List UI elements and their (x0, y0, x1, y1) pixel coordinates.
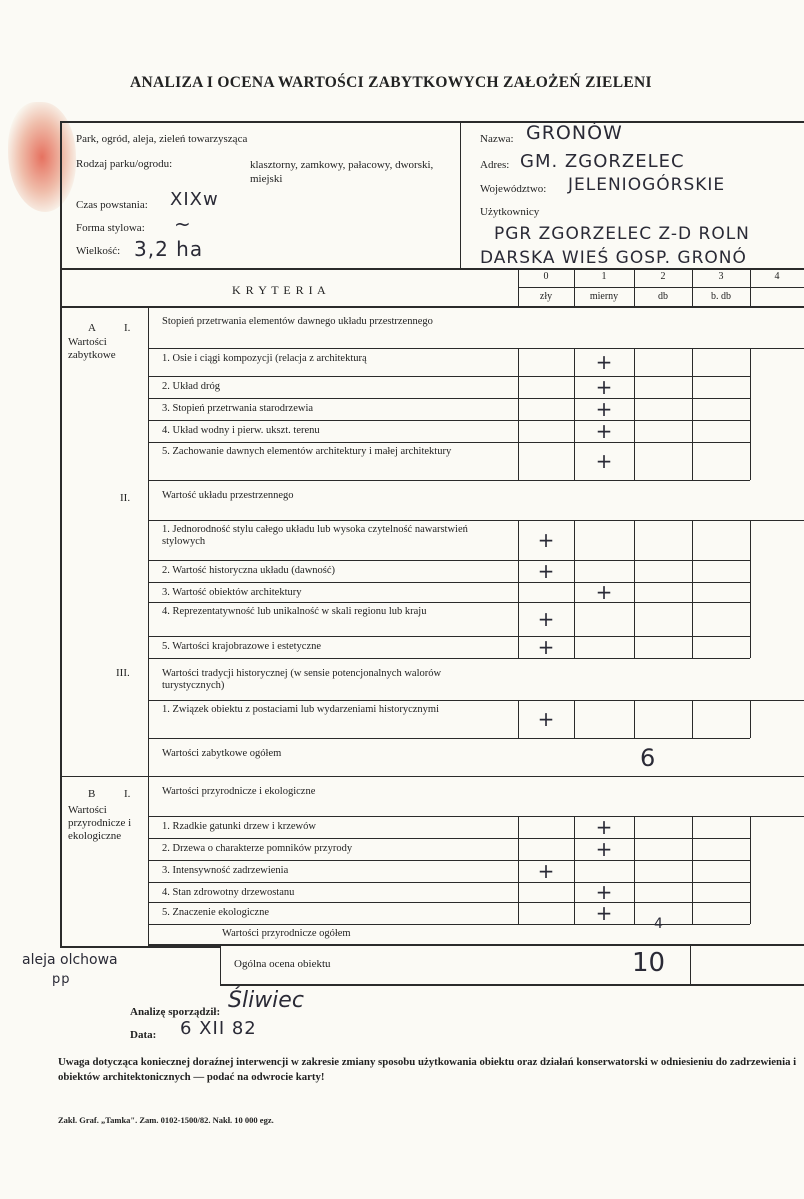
type-label: Park, ogród, aleja, zieleń towarzysząca (76, 133, 248, 145)
criterion-text: 1. Związek obiektu z postaciami lub wydarzeniami historycznymi (162, 704, 439, 715)
cell-divider (634, 636, 635, 658)
column-score: 1 (601, 271, 607, 282)
row-border (148, 420, 750, 421)
voivodeship-value: JELENIOGÓRSKIE (568, 175, 726, 195)
group-title: Wartość układu przestrzennego (162, 490, 294, 501)
cell-divider (518, 376, 519, 398)
cell-divider (634, 420, 635, 442)
criterion-text: 4. Reprezentatywność lub unikalność w skali regionu lub kraju (162, 606, 427, 617)
group-title: Wartości tradycji historycznej (w sensie potencjonalnych walorów turystycznych) (162, 668, 442, 691)
users-label: Użytkownicy (480, 206, 540, 218)
cell-divider (634, 442, 635, 480)
criterion-mark: + (537, 859, 555, 883)
overall-bottom (220, 984, 804, 986)
cell-divider (634, 838, 635, 860)
cell-divider (518, 420, 519, 442)
cell-divider (692, 560, 693, 582)
cell-divider (692, 442, 693, 480)
column-score: 2 (660, 271, 666, 282)
printer-info: Zakł. Graf. „Tamka". Zam. 0102-1500/82. Nakł. 10 000 egz. (58, 1115, 274, 1125)
stamp (8, 102, 76, 212)
overall-value: 10 (632, 948, 666, 978)
date-label: Data: (130, 1029, 157, 1041)
criterion-mark: + (595, 580, 613, 604)
nature-total-label: Wartości przyrodnicze ogółem (222, 928, 351, 939)
cell-divider (750, 860, 751, 882)
column-label: db (658, 291, 668, 302)
name-value: GRONÓW (526, 122, 623, 144)
column-score: 3 (718, 271, 724, 282)
criterion-mark: + (537, 607, 555, 631)
group-title: Wartości przyrodnicze i ekologiczne (162, 786, 316, 797)
cell-divider (692, 602, 693, 636)
criterion-mark: + (537, 707, 555, 731)
frame-top (60, 121, 804, 123)
cell-divider (750, 376, 751, 398)
size-value: 3,2 ha (134, 237, 204, 261)
cell-divider (518, 816, 519, 838)
cell-divider (750, 420, 751, 442)
cell-divider (574, 700, 575, 738)
cell-divider (634, 602, 635, 636)
row-border (148, 520, 804, 521)
cell-divider (750, 398, 751, 420)
cell-divider (518, 348, 519, 376)
criterion-text: 1. Rzadkie gatunki drzew i krzewów (162, 821, 316, 832)
criterion-text: 3. Wartość obiektów architektury (162, 587, 302, 598)
cell-divider (750, 560, 751, 582)
row-border (148, 636, 750, 637)
cell-divider (692, 636, 693, 658)
criterion-text: 1. Jednorodność stylu całego układu lub wysoka czytelność nawarstwień stylowych (162, 524, 468, 547)
cell-divider (692, 902, 693, 924)
cell-divider (750, 816, 751, 838)
address-value: GM. ZGORZELEC (520, 151, 685, 172)
voivodeship-label: Województwo: (480, 183, 547, 195)
row-border (148, 860, 750, 861)
group-title: Stopień przetrwania elementów dawnego układu przestrzennego (162, 316, 433, 327)
cell-divider (692, 700, 693, 738)
criterion-mark: + (595, 880, 613, 904)
users-line2: DARSKA WIEŚ GOSP. GRONÓ (480, 248, 747, 268)
cell-divider (574, 560, 575, 582)
overall-left (220, 944, 221, 986)
row-border (148, 560, 750, 561)
row-border (148, 658, 750, 659)
criterion-mark: + (537, 635, 555, 659)
cell-divider (692, 376, 693, 398)
cell-divider (634, 582, 635, 602)
cell-divider (750, 602, 751, 636)
criteria-header: K R Y T E R I A (232, 283, 327, 297)
notice: Uwaga dotycząca koniecznej doraźnej interwencji w zakresie zmiany sposobu użytkowania obiektu oraz działań konserwatorski w odniesieniu do zadrzewienia i obiektów architektonicznych — podać na odwrocie karty! (58, 1056, 797, 1083)
criterion-text: 3. Stopień przetrwania starodrzewia (162, 403, 314, 414)
cell-divider (634, 902, 635, 924)
criterion-mark: + (595, 350, 613, 374)
criterion-mark: + (595, 837, 613, 861)
cell-divider (750, 636, 751, 658)
cell-divider (518, 442, 519, 480)
criterion-mark: + (537, 559, 555, 583)
row-border (148, 376, 750, 377)
cell-divider (634, 560, 635, 582)
cell-divider (634, 376, 635, 398)
cell-divider (750, 902, 751, 924)
criterion-text: 4. Układ wodny i pierw. ukszt. terenu (162, 425, 320, 436)
criterion-mark: + (595, 397, 613, 421)
row-border (148, 602, 750, 603)
row-border (148, 838, 750, 839)
row-border (148, 480, 750, 481)
cell-divider (634, 860, 635, 882)
criterion-mark: + (595, 375, 613, 399)
page-title: ANALIZA I OCENA WARTOŚCI ZABYTKOWYCH ZAŁOŻEŃ ZIELENI (130, 74, 652, 91)
cell-divider (574, 520, 575, 560)
prepared-label: Analizę sporządził: (130, 1006, 221, 1018)
cell-divider (574, 602, 575, 636)
cell-divider (634, 700, 635, 738)
criterion-text: 2. Wartość historyczna układu (dawność) (162, 565, 336, 576)
cell-divider (574, 860, 575, 882)
time-label: Czas powstania: (76, 199, 148, 211)
row-border (148, 582, 750, 583)
cell-divider (750, 582, 751, 602)
date-value: 6 XII 82 (180, 1018, 257, 1039)
cell-divider (692, 420, 693, 442)
section-a-roman: I. (124, 322, 131, 334)
cell-divider (692, 838, 693, 860)
left-column-divider (148, 306, 149, 948)
style-value: ~ (174, 212, 192, 236)
cell-divider (750, 520, 751, 560)
cell-divider (518, 398, 519, 420)
column-label: zły (539, 291, 553, 302)
criterion-mark: + (595, 901, 613, 925)
section-a-title: Wartości zabytkowe (68, 336, 116, 361)
row-border (148, 700, 804, 701)
row-border (148, 738, 750, 739)
total-label: Wartości zabytkowe ogółem (162, 748, 282, 759)
header-divider (460, 121, 461, 269)
row-border (148, 816, 804, 817)
criteria-header-bottom (62, 306, 804, 308)
cell-divider (634, 816, 635, 838)
row-border (148, 902, 750, 903)
cell-divider (692, 398, 693, 420)
column-label: b. db (711, 291, 731, 302)
section-a-roman-3: III. (116, 667, 130, 679)
criterion-mark: + (595, 419, 613, 443)
cell-divider (750, 442, 751, 480)
margin-note-2: pp (52, 972, 71, 987)
criterion-text: 3. Intensywność zadrzewienia (162, 865, 289, 876)
frame-bottom (60, 946, 220, 948)
criterion-mark: + (595, 815, 613, 839)
cell-divider (750, 700, 751, 738)
cell-divider (634, 882, 635, 902)
column-score: 0 (543, 271, 549, 282)
cell-divider (634, 348, 635, 376)
overall-label: Ogólna ocena obiektu (234, 958, 331, 970)
criterion-text: 5. Wartości krajobrazowe i estetyczne (162, 641, 322, 652)
cell-divider (518, 882, 519, 902)
cell-divider (692, 348, 693, 376)
cell-divider (634, 520, 635, 560)
cell-divider (692, 816, 693, 838)
row-border (148, 398, 750, 399)
section-b-letter: B (88, 788, 96, 800)
cell-divider (692, 860, 693, 882)
column-label: mierny (589, 291, 619, 302)
cell-divider (692, 520, 693, 560)
cell-divider (634, 398, 635, 420)
row-border (148, 944, 804, 946)
address-label: Adres: (480, 159, 510, 171)
criterion-text: 1. Osie i ciągi kompozycji (relacja z architekturą (162, 353, 367, 364)
style-label: Forma stylowa: (76, 222, 145, 234)
section-b-title: Wartości przyrodnicze i ekologiczne (68, 804, 132, 842)
criterion-text: 5. Znaczenie ekologiczne (162, 907, 269, 918)
cell-divider (518, 902, 519, 924)
cell-divider (750, 348, 751, 376)
section-a-letter: A (88, 322, 96, 334)
cell-divider (518, 838, 519, 860)
kind-options: klasztorny, zamkowy, pałacowy, dworski, miejski (250, 159, 434, 185)
section-divider (62, 776, 148, 777)
criterion-text: 5. Zachowanie dawnych elementów architektury i małej architektury (162, 446, 452, 457)
cell-divider (750, 838, 751, 860)
column-score: 4 (774, 271, 780, 282)
total-value: 6 (640, 744, 656, 772)
margin-note: aleja olchowa (22, 952, 118, 968)
row-border (148, 882, 750, 883)
section-a-roman-2: II. (120, 492, 131, 504)
row-border (148, 776, 804, 777)
row-border (148, 442, 750, 443)
name-label: Nazwa: (480, 133, 514, 145)
criterion-text: 2. Układ dróg (162, 381, 221, 392)
criterion-mark: + (537, 528, 555, 552)
criteria-header-mid (518, 287, 804, 288)
frame-left (60, 121, 62, 947)
time-value: XIXw (170, 189, 219, 210)
nature-total-value: 4 (654, 916, 663, 932)
criterion-text: 2. Drzewa o charakterze pomników przyrody (162, 843, 353, 854)
criterion-mark: + (595, 449, 613, 473)
kind-label: Rodzaj parku/ogrodu: (76, 158, 173, 170)
overall-divider (690, 944, 691, 986)
cell-divider (692, 882, 693, 902)
size-label: Wielkość: (76, 245, 121, 257)
cell-divider (750, 882, 751, 902)
cell-divider (518, 582, 519, 602)
section-b-roman: I. (124, 788, 131, 800)
row-border (148, 348, 804, 349)
users-line1: PGR ZGORZELEC Z-D ROLN (494, 224, 750, 244)
criterion-text: 4. Stan zdrowotny drzewostanu (162, 887, 295, 898)
cell-divider (574, 636, 575, 658)
prepared-signature: Śliwiec (228, 988, 304, 1013)
cell-divider (692, 582, 693, 602)
